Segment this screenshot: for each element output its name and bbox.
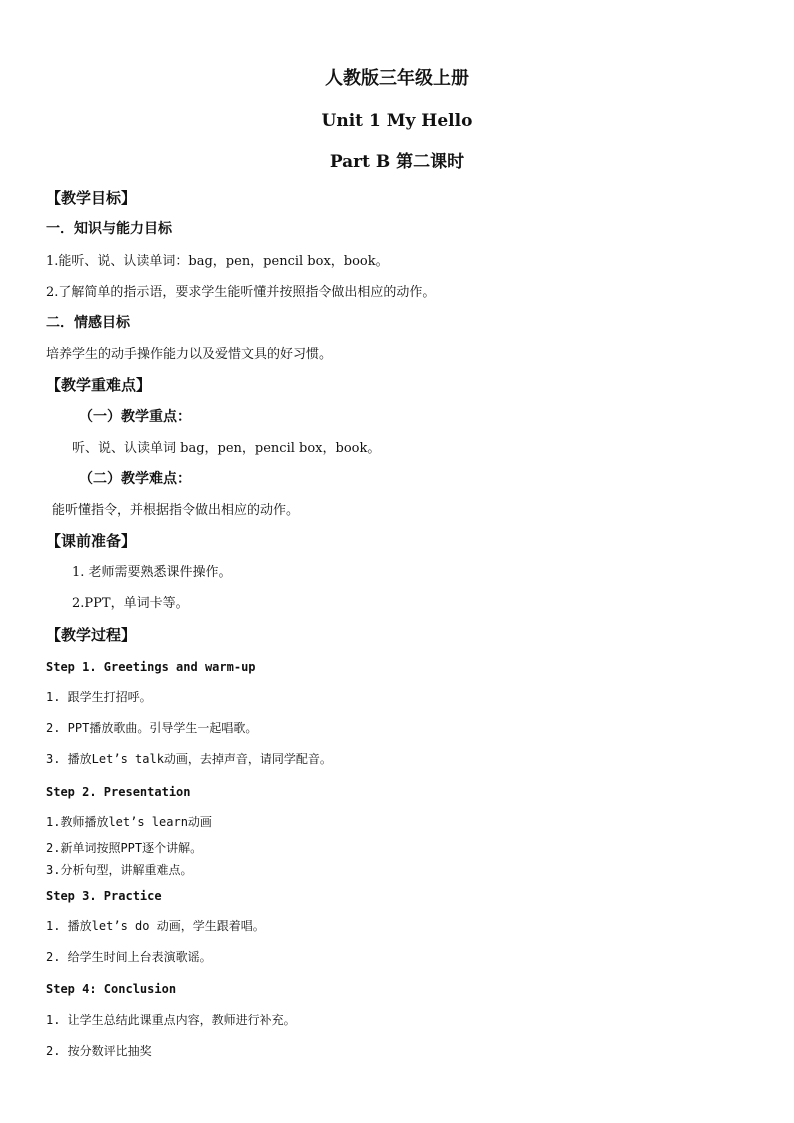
step-2-item-3: 3.分析句型，讲解重难点。 [46, 863, 193, 877]
emotional-goal-text: 培养学生的动手操作能力以及爱惜文具的好习惯。 [46, 347, 333, 362]
step-3-item-1: 1. 播放let’s do 动画，学生跟着唱。 [46, 919, 265, 933]
unit-title: Unit 1 My Hello [321, 111, 473, 131]
step-1-item-1: 1. 跟学生打招呼。 [46, 690, 152, 704]
step-1-heading: Step 1. Greetings and warm-up [46, 660, 256, 674]
step-4-item-2: 2. 按分数评比抽奖 [46, 1044, 152, 1058]
teaching-goals-heading: 【教学目标】 [46, 189, 137, 207]
part-title: Part B 第二课时 [329, 152, 465, 172]
step-2-heading: Step 2. Presentation [46, 785, 191, 799]
key-points-heading: （一）教学重点： [79, 409, 191, 425]
difficult-points-text: 能听懂指令，并根据指令做出相应的动作。 [52, 503, 300, 518]
step-4-item-1: 1. 让学生总结此课重点内容，教师进行补充。 [46, 1013, 296, 1027]
knowledge-goals-heading: 一．知识与能力目标 [46, 221, 172, 237]
difficult-points-heading: （二）教学难点： [79, 471, 191, 487]
step-3-item-2: 2. 给学生时间上台表演歌谣。 [46, 950, 212, 964]
preparation-item-1: 1. 老师需要熟悉课件操作。 [72, 565, 232, 580]
step-4-heading: Step 4: Conclusion [46, 982, 177, 996]
step-2-item-2: 2.新单词按照PPT逐个讲解。 [46, 841, 203, 855]
preparation-heading: 【课前准备】 [46, 532, 137, 550]
preparation-item-2: 2.PPT，单词卡等。 [72, 596, 189, 611]
document-title: 人教版三年级上册 [325, 68, 469, 89]
knowledge-goal-1: 1.能听、说、认读单词：bag，pen，pencil box，book。 [46, 254, 389, 269]
teaching-process-heading: 【教学过程】 [46, 626, 137, 644]
step-1-item-2: 2. PPT播放歌曲。引导学生一起唱歌。 [46, 721, 258, 735]
key-difficult-points-heading: 【教学重难点】 [46, 376, 152, 394]
key-points-text: 听、说、认读单词 bag，pen，pencil box，book。 [72, 441, 381, 456]
emotional-goals-heading: 二．情感目标 [46, 315, 130, 331]
step-3-heading: Step 3. Practice [46, 889, 162, 903]
step-2-item-1: 1.教师播放let’s learn动画 [46, 815, 212, 829]
step-1-item-3: 3. 播放Let’s talk动画，去掉声音，请同学配音。 [46, 752, 332, 766]
knowledge-goal-2: 2.了解简单的指示语，要求学生能听懂并按照指令做出相应的动作。 [46, 285, 436, 300]
